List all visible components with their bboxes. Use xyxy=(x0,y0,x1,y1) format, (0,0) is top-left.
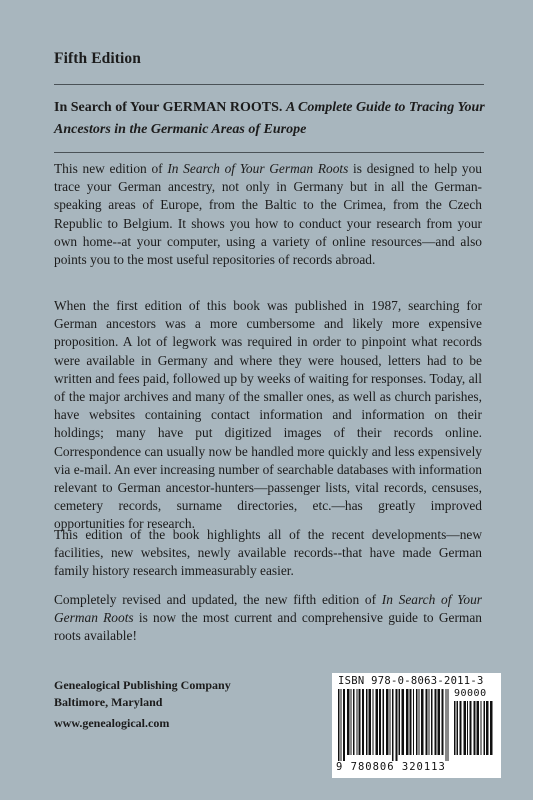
bars-main-bar-25 xyxy=(419,689,420,755)
bars-main-bar-18 xyxy=(396,689,398,761)
addon-digits: 90000 xyxy=(454,688,487,699)
p4-text-b: is now the most current and comprehensive guide to German roots available! xyxy=(54,610,482,644)
divider-bottom xyxy=(54,152,484,153)
p1-text-a: This new edition of xyxy=(54,161,168,176)
bars-main-bar-24 xyxy=(416,689,418,755)
bars-main-bar-17 xyxy=(392,689,394,761)
bars-main-bar-26 xyxy=(421,689,424,755)
p4-book-title: In Search of Your German Roots xyxy=(54,592,482,626)
divider-top xyxy=(54,84,484,85)
bars-main-bar-14 xyxy=(383,689,385,755)
bars-main-bar-31 xyxy=(438,689,441,755)
bars-addon-bar-8 xyxy=(481,701,482,755)
book-headline xyxy=(54,97,494,141)
bars-main-bar-5 xyxy=(353,689,355,755)
publisher-block xyxy=(54,677,231,711)
bars-addon-bar-0 xyxy=(454,701,456,755)
bars-main-bar-1 xyxy=(341,689,342,761)
ean-barcode-bars xyxy=(338,689,450,761)
bars-addon-bar-6 xyxy=(474,701,476,755)
bars-main-bar-28 xyxy=(429,689,430,755)
bars-main-bar-16 xyxy=(390,689,391,755)
bars-main-bar-10 xyxy=(369,689,372,755)
p4-text-a: Completely revised and updated, the new fifth edition of xyxy=(54,592,382,607)
bars-main-bar-6 xyxy=(357,689,358,755)
publisher-name: Genealogical Publishing Company xyxy=(54,678,231,692)
addon-barcode-bars xyxy=(454,701,494,761)
bars-main-bar-20 xyxy=(402,689,405,755)
bars-main-bar-3 xyxy=(347,689,350,755)
bars-main-bar-27 xyxy=(426,689,428,755)
bars-addon-bar-10 xyxy=(486,701,489,755)
bars-addon-bar-2 xyxy=(460,701,462,755)
publisher-city: Baltimore, Maryland xyxy=(54,695,163,709)
description-paragraph-4 xyxy=(54,591,482,646)
bars-main-bar-4 xyxy=(351,689,352,755)
bars-main-bar-2 xyxy=(343,689,345,761)
description-paragraph-2: When the first edition of this book was published in 1987, searching for German ancestors was a more cumbersome and likely more expensive proposition. A lot of legwork was required in order to pinpoint what records were available in Germany and where they were housed, letters had to be written and fees paid, followed up by weeks of waiting for responses. Today, all of the major archives and many of the smaller ones, as well as church parishes, have websites containing contact information and information on their holdings; many have put digitized images of their records online. Correspondence can usually now be handled more quickly and less expensively via e-mail. An ever increasing number of searchable databases with information relevant to German ancestor-hunters—passenger lists, vital records, censuses, cemetery records, surname directories, etc.—has greatly improved opportunities for research. xyxy=(54,298,482,532)
description-paragraph-1 xyxy=(54,160,482,269)
bars-main-bar-29 xyxy=(431,689,433,755)
bars-main-bar-23 xyxy=(413,689,414,755)
bars-main-bar-8 xyxy=(362,689,364,755)
bars-main-bar-9 xyxy=(366,689,368,755)
bars-addon-bar-4 xyxy=(467,701,468,755)
bars-main-bar-30 xyxy=(435,689,437,755)
p1-text-b: is designed to help you trace your German ancestry, not only in Germany but in all the German-speaking areas of Europe, from the Baltic to the Crimea, from the Czech Republic to Belgium. It shows you how to conduct your research from your own home--at your computer, using a variety of online resources—and also points you to the most useful repositories of records abroad. xyxy=(54,161,482,268)
ean-digits: 9 780806 320113 xyxy=(336,761,446,773)
bars-addon-bar-1 xyxy=(457,701,459,755)
bars-main-bar-15 xyxy=(386,689,389,755)
edition-label: Fifth Edition xyxy=(54,50,141,67)
bars-main-bar-32 xyxy=(442,689,444,755)
book-title: In Search of Your GERMAN ROOTS. xyxy=(54,100,283,115)
bars-main-bar-34 xyxy=(448,689,449,761)
bars-main-bar-22 xyxy=(410,689,412,755)
bars-addon-bar-7 xyxy=(477,701,480,755)
bars-main-bar-19 xyxy=(399,689,401,755)
book-subtitle: A Complete Guide to Tracing Your Ancestors in the Germanic Areas of Europe xyxy=(54,100,485,137)
bars-main-bar-11 xyxy=(373,689,374,755)
bars-addon-bar-9 xyxy=(484,701,486,755)
bars-addon-bar-11 xyxy=(490,701,493,755)
publisher-website: www.genealogical.com xyxy=(54,716,170,730)
bars-main-bar-12 xyxy=(376,689,379,755)
bars-addon-bar-5 xyxy=(470,701,472,755)
bars-main-bar-7 xyxy=(359,689,361,755)
isbn-barcode xyxy=(332,673,501,778)
bars-main-bar-21 xyxy=(406,689,409,755)
isbn-number: ISBN 978-0-8063-2011-3 xyxy=(338,675,484,687)
bars-addon-bar-3 xyxy=(464,701,467,755)
description-paragraph-3: This edition of the book highlights all of the recent developments—new facilities, new websites, newly available records--that have made German family history research immeasurably easier. xyxy=(54,527,482,579)
bars-main-bar-0 xyxy=(338,689,340,761)
p1-book-title: In Search of Your German Roots xyxy=(167,161,349,176)
bars-main-bar-33 xyxy=(446,689,447,761)
bars-main-bar-13 xyxy=(379,689,381,755)
